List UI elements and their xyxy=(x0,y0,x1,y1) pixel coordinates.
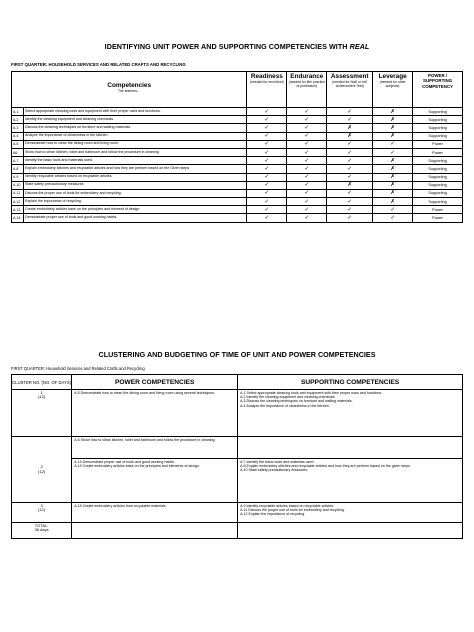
endurance-mark: ✓ xyxy=(287,108,327,116)
power-supporting-value: Supporting xyxy=(413,124,463,132)
power-supporting-value: Supporting xyxy=(413,116,463,124)
endurance-mark: ✓ xyxy=(287,181,327,189)
list-item: A.5 Demonstrate how to clean the dining room and living room using several techniques. xyxy=(74,391,216,395)
cluster-table xyxy=(11,374,463,539)
competency-text: Create embroidery articles base on the principles and element of design xyxy=(23,206,246,214)
table-row xyxy=(12,181,463,189)
power-supporting-value: Supporting xyxy=(413,165,463,173)
competency-code: A.13 xyxy=(12,206,24,214)
total-power-empty xyxy=(72,523,238,539)
endurance-mark: ✓ xyxy=(287,189,327,197)
cluster-3-power xyxy=(72,503,238,523)
list-item: A.11 Discuss the proper use of tools for embroidery and recycling. xyxy=(240,508,345,513)
readiness-mark: ✓ xyxy=(247,214,287,222)
total-supporting-empty xyxy=(238,523,463,539)
table-row xyxy=(12,132,463,140)
supporting-competencies-header: SUPPORTING COMPETENCIES xyxy=(238,375,463,390)
list-item: A.10 State safety precautionary measures. xyxy=(240,468,309,473)
readiness-note: (needed for next level) xyxy=(249,80,284,84)
assessment-mark: ✓ xyxy=(327,165,373,173)
competency-code: A.9 xyxy=(12,173,24,181)
list-item: A.9 Identify recyclable articles based on recyclable articles. xyxy=(240,504,335,508)
readiness-mark: ✓ xyxy=(247,148,287,156)
competency-text: Analyze the importance of cleanliness in the kitchen. xyxy=(23,132,246,140)
cluster-2-power-top xyxy=(72,437,238,459)
cluster-2-cell xyxy=(12,437,72,503)
assessment-mark: ✓ xyxy=(327,206,373,214)
leverage-mark: ✗ xyxy=(373,173,413,181)
doc2-title: CLUSTERING AND BUDGETING OF TIME OF UNIT AND POWER COMPETENCIES xyxy=(98,350,376,359)
list-item: A.12 Explain the importance of recycling. xyxy=(240,512,306,517)
assessment-header xyxy=(327,72,373,108)
total-label: TOTAL: xyxy=(34,523,49,528)
competency-text: State safety precautionary measures xyxy=(23,181,246,189)
cluster-2-days: (12) xyxy=(38,468,46,474)
competency-code: A.5 xyxy=(12,140,24,148)
total-cell xyxy=(12,523,72,539)
list-item: A.4 Analyze the importance of cleanliness in the kitchen. xyxy=(240,403,330,408)
table-row xyxy=(12,189,463,197)
readiness-mark: ✓ xyxy=(247,181,287,189)
competency-code: A6 xyxy=(12,148,24,156)
leverage-mark: ✗ xyxy=(373,181,413,189)
cluster-2-supporting xyxy=(238,459,463,503)
competency-code: A.2 xyxy=(12,116,24,124)
leverage-mark: ✓ xyxy=(373,148,413,156)
table-row xyxy=(12,140,463,148)
table-row xyxy=(12,214,463,222)
power-supporting-value: Power xyxy=(413,140,463,148)
competency-text: Discuss the proper use of tools for embroidery and recycling. xyxy=(23,189,246,197)
cluster-2-supporting-top xyxy=(238,437,463,459)
cluster-1-no: 1 xyxy=(40,390,43,395)
power-supporting-value: Power xyxy=(413,214,463,222)
list-item: A.2 Identify the cleaning equipment and cleaning chemicals. xyxy=(240,395,336,400)
assessment-mark: ✓ xyxy=(327,148,373,156)
leverage-mark: ✓ xyxy=(373,140,413,148)
competency-text: Identify the cleaning equipment and cleaning chemicals. xyxy=(23,116,246,124)
list-item: A.3 Discuss the cleaning techniques on furniture and walling materials. xyxy=(240,399,353,404)
competency-text: Select appropriate cleaning tools and equipment with their proper uses and functions. xyxy=(23,108,246,116)
assessment-mark: ✗ xyxy=(327,124,373,132)
list-item: A.14 Demonstrate proper use of tools and good working habits. xyxy=(74,460,175,464)
competency-code: A.8 xyxy=(12,165,24,173)
table-row xyxy=(12,165,463,173)
total-days: 36 days xyxy=(34,527,49,533)
competency-text: Demonstrate proper use of tools and good working habits. xyxy=(23,214,246,222)
leverage-note: (needed for other subjects) xyxy=(379,80,406,89)
endurance-note: (needed for life/ practice of profession) xyxy=(288,80,325,89)
cluster-header: CLUSTER NO. (NO. OF DAYS) xyxy=(12,375,72,390)
power-supporting-value: Supporting xyxy=(413,108,463,116)
table-row xyxy=(12,173,463,181)
cluster-3-supporting xyxy=(238,503,463,523)
competency-table xyxy=(11,71,463,223)
cluster-3-no: 3 xyxy=(40,503,43,508)
readiness-mark: ✓ xyxy=(247,198,287,206)
competency-code: A.14 xyxy=(12,214,24,222)
power-supporting-label: POWER / SUPPORTING COMPETENCY xyxy=(422,73,454,89)
competency-text: Discuss the cleaning techniques on furniture and walling materials. xyxy=(23,124,246,132)
readiness-mark: ✓ xyxy=(247,206,287,214)
assessment-mark: ✓ xyxy=(327,198,373,206)
power-supporting-header xyxy=(413,72,463,108)
assessment-mark: ✓ xyxy=(327,140,373,148)
table-row xyxy=(12,148,463,156)
readiness-mark: ✓ xyxy=(247,108,287,116)
power-supporting-value: Power xyxy=(413,148,463,156)
endurance-mark: ✓ xyxy=(287,124,327,132)
doc1-quarter: FIRST QUARTER: HOUSEHOLD SERVICES AND RELATED CRAFTS AND RECYCLING xyxy=(11,62,186,67)
cluster-1-supporting xyxy=(238,390,463,437)
table-row xyxy=(12,157,463,165)
assessment-note: (needed for Nat'l or Int'l Achievement Test) xyxy=(332,80,368,89)
endurance-mark: ✓ xyxy=(287,116,327,124)
leverage-mark: ✗ xyxy=(373,157,413,165)
competencies-header-label: Competencies xyxy=(107,82,152,89)
competency-text: Explain embroidery stitches and recyclable articles and how they are perform based on the Given steps xyxy=(23,165,246,173)
assessment-mark: ✓ xyxy=(327,189,373,197)
table-row xyxy=(12,116,463,124)
leverage-mark: ✗ xyxy=(373,165,413,173)
leverage-header xyxy=(373,72,413,108)
endurance-mark: ✓ xyxy=(287,173,327,181)
endurance-mark: ✓ xyxy=(287,198,327,206)
competency-text: Identify the basic tools and materials used. xyxy=(23,157,246,165)
cluster-3-cell xyxy=(12,503,72,523)
assessment-mark: ✓ xyxy=(327,157,373,165)
readiness-mark: ✓ xyxy=(247,173,287,181)
endurance-mark: ✓ xyxy=(287,132,327,140)
competency-code: A.10 xyxy=(12,181,24,189)
assessment-mark: ✗ xyxy=(327,132,373,140)
power-supporting-value: Supporting xyxy=(413,157,463,165)
power-competencies-header: POWER COMPETENCIES xyxy=(72,375,238,390)
leverage-mark: ✗ xyxy=(373,124,413,132)
list-item: A.13 Create embroidery articles base on the principles and elements of design. xyxy=(74,464,200,469)
readiness-mark: ✓ xyxy=(247,189,287,197)
readiness-label: Readiness xyxy=(250,73,283,80)
assessment-mark: ✗ xyxy=(327,181,373,189)
competencies-header xyxy=(12,72,247,108)
assessment-label: Assessment xyxy=(330,73,369,80)
cluster-1-days: (12) xyxy=(38,394,46,400)
readiness-mark: ✓ xyxy=(247,140,287,148)
endurance-label: Endurance xyxy=(290,73,324,80)
table-row xyxy=(12,108,463,116)
power-supporting-value: Supporting xyxy=(413,189,463,197)
power-supporting-value: Supporting xyxy=(413,132,463,140)
cluster-3-days: (12) xyxy=(38,507,46,513)
list-item: A.6 Show how to clean kitchen, toilet and bathroom and follow the procedure in cleaning. xyxy=(74,438,216,442)
cluster-2-power xyxy=(72,459,238,503)
competency-text: Show how to clean kitchen, toilet and bathroom and follow the procedure in cleaning xyxy=(23,148,246,156)
competency-code: A.4 xyxy=(12,132,24,140)
assessment-mark: ✓ xyxy=(327,108,373,116)
competency-text: Identify recyclable articles based on recyclable articles. xyxy=(23,173,246,181)
leverage-mark: ✗ xyxy=(373,108,413,116)
readiness-mark: ✓ xyxy=(247,165,287,173)
list-item: A.7 Identify the basic tools and materials used xyxy=(240,460,314,464)
leverage-mark: ✗ xyxy=(373,198,413,206)
competency-code: A.3 xyxy=(12,124,24,132)
competency-text: Demonstrate how to clean the dining room and living room. xyxy=(23,140,246,148)
endurance-mark: ✓ xyxy=(287,165,327,173)
cluster-1-cell xyxy=(12,390,72,437)
endurance-mark: ✓ xyxy=(287,157,327,165)
readiness-mark: ✓ xyxy=(247,132,287,140)
competency-text: Explain the importance of recycling. xyxy=(23,198,246,206)
leverage-mark: ✗ xyxy=(373,116,413,124)
competency-code: A.11 xyxy=(12,189,24,197)
doc1-title-italic: REAL xyxy=(349,42,370,51)
assessment-mark: ✓ xyxy=(327,214,373,222)
table-row xyxy=(12,206,463,214)
list-item: A.8 Explain embroidery stitches and recyclable articles and how they are perform based on the given steps. xyxy=(240,464,411,469)
list-item: A.15 Create embroidery articles from recyclable materials xyxy=(74,504,166,508)
endurance-mark: ✓ xyxy=(287,206,327,214)
leverage-mark: ✓ xyxy=(373,206,413,214)
leverage-mark: ✗ xyxy=(373,189,413,197)
power-supporting-value: Supporting xyxy=(413,181,463,189)
doc1-title xyxy=(0,42,474,51)
competency-code: A.1 xyxy=(12,108,24,116)
readiness-mark: ✓ xyxy=(247,124,287,132)
readiness-mark: ✓ xyxy=(247,116,287,124)
power-supporting-value: Power xyxy=(413,206,463,214)
competency-code: A.7 xyxy=(12,157,24,165)
competency-code: A.12 xyxy=(12,198,24,206)
leverage-mark: ✓ xyxy=(373,214,413,222)
table-row xyxy=(12,124,463,132)
learners-label: The learners… xyxy=(117,89,141,93)
endurance-header xyxy=(287,72,327,108)
table-row xyxy=(12,198,463,206)
leverage-mark: ✗ xyxy=(373,132,413,140)
readiness-mark: ✓ xyxy=(247,157,287,165)
power-supporting-value: Supporting xyxy=(413,173,463,181)
cluster-1-power xyxy=(72,390,238,437)
doc2-quarter: FIRST QUARTER: Household Services and Related Crafts and Recycling xyxy=(11,366,145,371)
endurance-mark: ✓ xyxy=(287,148,327,156)
assessment-mark: ✓ xyxy=(327,173,373,181)
assessment-mark: ✓ xyxy=(327,116,373,124)
cluster-2-no: 2 xyxy=(40,464,43,470)
list-item: A.1 Select appropriate cleaning tools and equipment with their proper uses and functions. xyxy=(240,391,383,395)
readiness-header xyxy=(247,72,287,108)
power-supporting-value: Supporting xyxy=(413,198,463,206)
endurance-mark: ✓ xyxy=(287,140,327,148)
doc1-title-text: IDENTIFYING UNIT POWER AND SUPPORTING COMPETENCIES WITH xyxy=(104,42,350,51)
endurance-mark: ✓ xyxy=(287,214,327,222)
leverage-label: Leverage xyxy=(378,73,407,80)
